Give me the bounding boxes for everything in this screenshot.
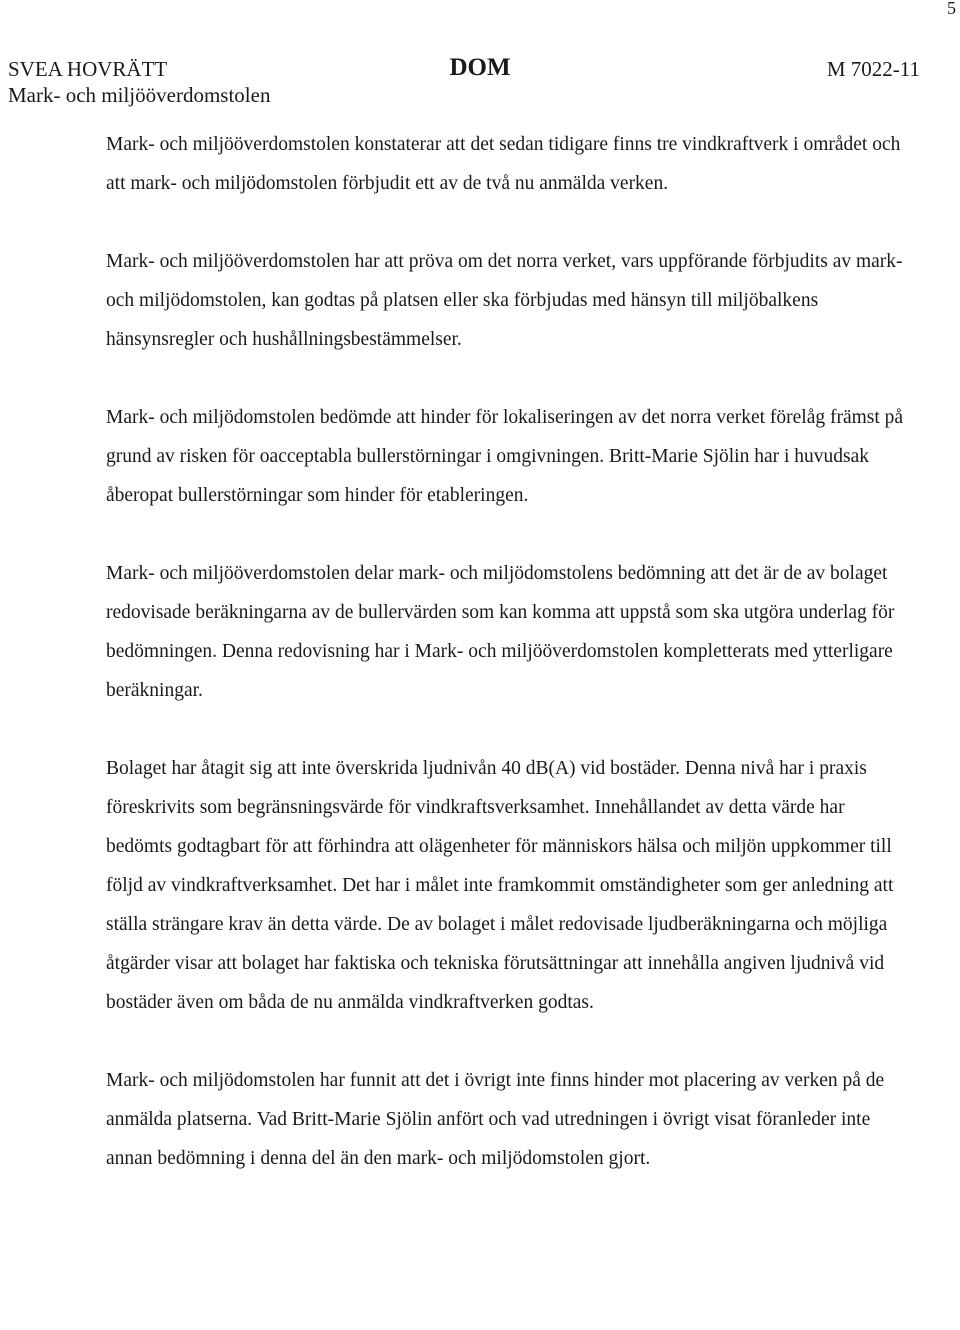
paragraph-5: Bolaget har åtagit sig att inte överskrida ljudnivån 40 dB(A) vid bostäder. Denna nivå har i praxis föreskrivits som begränsningsvärde för vindkraftsverksamhet. Innehållandet av detta värde har bedömts godtagbart för att förhindra att olägenheter för människors hälsa och miljön uppkommer till följd av vindkraftverksamhet. Det har i målet inte framkommit omständigheter som ger anledning att ställa strängare krav än detta värde. De av bolaget i målet redovisade ljudberäkningarna och möjliga åtgärder visar att bolaget har faktiska och tekniska förutsättningar att innehålla angiven ljudnivå vid bostäder även om båda de nu anmälda vindkraftverken godtas. (106, 758, 894, 1013)
page-number: 5 (947, 0, 956, 18)
paragraph-3: Mark- och miljödomstolen bedömde att hinder för lokaliseringen av det norra verket förelåg främst på grund av risken för oacceptabla bullerstörningar i omgivningen. Britt-Marie Sjölin har i huvudsak åberopat bullerstörningar som hinder för etableringen. (106, 407, 904, 506)
document-body (106, 125, 906, 1178)
court-division: Mark- och miljööverdomstolen (8, 83, 271, 107)
court-name: SVEA HOVRÄTT (8, 57, 168, 81)
paragraph-2: Mark- och miljööverdomstolen har att pröva om det norra verket, vars uppförande förbjudits av mark- och miljödomstolen, kan godtas på platsen eller ska förbjudas med hänsyn till miljöbalkens hänsynsregler och hushållningsbestämmelser. (106, 251, 903, 350)
paragraph-6: Mark- och miljödomstolen har funnit att det i övrigt inte finns hinder mot placering av verken på de anmälda platserna. Vad Britt-Marie Sjölin anfört och vad utredningen i övrigt visat föranleder inte annan bedömning i denna del än den mark- och miljödomstolen gjort. (106, 1070, 885, 1169)
case-number: M 7022-11 (826, 57, 920, 81)
paragraph-1: Mark- och miljööverdomstolen konstaterar att det sedan tidigare finns tre vindkraftverk i området och att mark- och miljödomstolen förbjudit ett av de två nu anmälda verken. (106, 134, 901, 194)
paragraph-4: Mark- och miljööverdomstolen delar mark- och miljödomstolens bedömning att det är de av bolaget redovisade beräkningarna av de bullervärden som kan komma att uppstå som ska utgöra underlag för bedömningen. Denna redovisning har i Mark- och miljööverdomstolen kompletterats med ytterligare beräkningar. (106, 563, 895, 701)
document-type: DOM (449, 54, 511, 81)
